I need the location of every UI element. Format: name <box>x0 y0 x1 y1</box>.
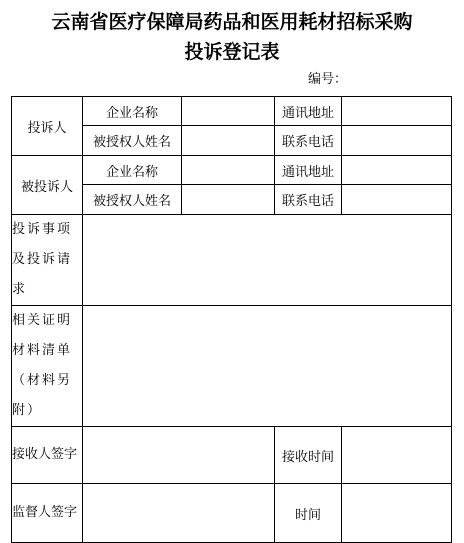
complainant-company-row <box>12 97 452 126</box>
respondent-phone-label: 联系电话 <box>275 185 342 215</box>
respondent-phone-field[interactable] <box>342 185 452 215</box>
respondent-company-name-field[interactable] <box>182 156 275 185</box>
complainant-address-label: 通讯地址 <box>275 97 342 126</box>
receiver-signature-label: 接收人签字 <box>12 427 83 484</box>
complainant-authorized-person-label: 被授权人姓名 <box>83 126 182 156</box>
form-title-line-2: 投诉登记表 <box>184 41 280 63</box>
receiver-time-field[interactable] <box>342 427 452 484</box>
complainant-company-name-label: 企业名称 <box>83 97 182 126</box>
respondent-company-name-label: 企业名称 <box>83 156 182 185</box>
complaint-matter-field[interactable] <box>83 215 452 306</box>
evidence-list-label: 相关证明材料清单（材料另附） <box>12 306 83 427</box>
complainant-phone-field[interactable] <box>342 126 452 156</box>
supervisor-signature-field[interactable] <box>83 484 275 543</box>
respondent-authorized-person-field[interactable] <box>182 185 275 215</box>
complaint-matter-row <box>12 215 452 306</box>
complainant-authorized-person-field[interactable] <box>182 126 275 156</box>
document-number-label: 编号： <box>308 72 348 87</box>
respondent-section-label: 被投诉人 <box>12 156 83 215</box>
respondent-address-label: 通讯地址 <box>275 156 342 185</box>
respondent-address-field[interactable] <box>342 156 452 185</box>
complaint-matter-label: 投诉事项及投诉请求 <box>12 215 83 306</box>
respondent-authorized-person-label: 被授权人姓名 <box>83 185 182 215</box>
supervisor-time-label: 时间 <box>275 484 342 543</box>
complainant-section-label: 投诉人 <box>12 97 83 156</box>
form-title-line-1: 云南省医疗保障局药品和医用耗材招标采购 <box>51 11 413 33</box>
complainant-address-field[interactable] <box>342 97 452 126</box>
evidence-list-field[interactable] <box>83 306 452 427</box>
evidence-list-row <box>12 306 452 427</box>
respondent-company-row <box>12 156 452 185</box>
complainant-company-name-field[interactable] <box>182 97 275 126</box>
supervisor-time-field[interactable] <box>342 484 452 543</box>
complainant-phone-label: 联系电话 <box>275 126 342 156</box>
receiver-row <box>12 427 452 484</box>
complaint-registration-table <box>11 96 452 543</box>
receiver-time-label: 接收时间 <box>275 427 342 484</box>
receiver-signature-field[interactable] <box>83 427 275 484</box>
supervisor-row <box>12 484 452 543</box>
supervisor-signature-label: 监督人签字 <box>12 484 83 543</box>
